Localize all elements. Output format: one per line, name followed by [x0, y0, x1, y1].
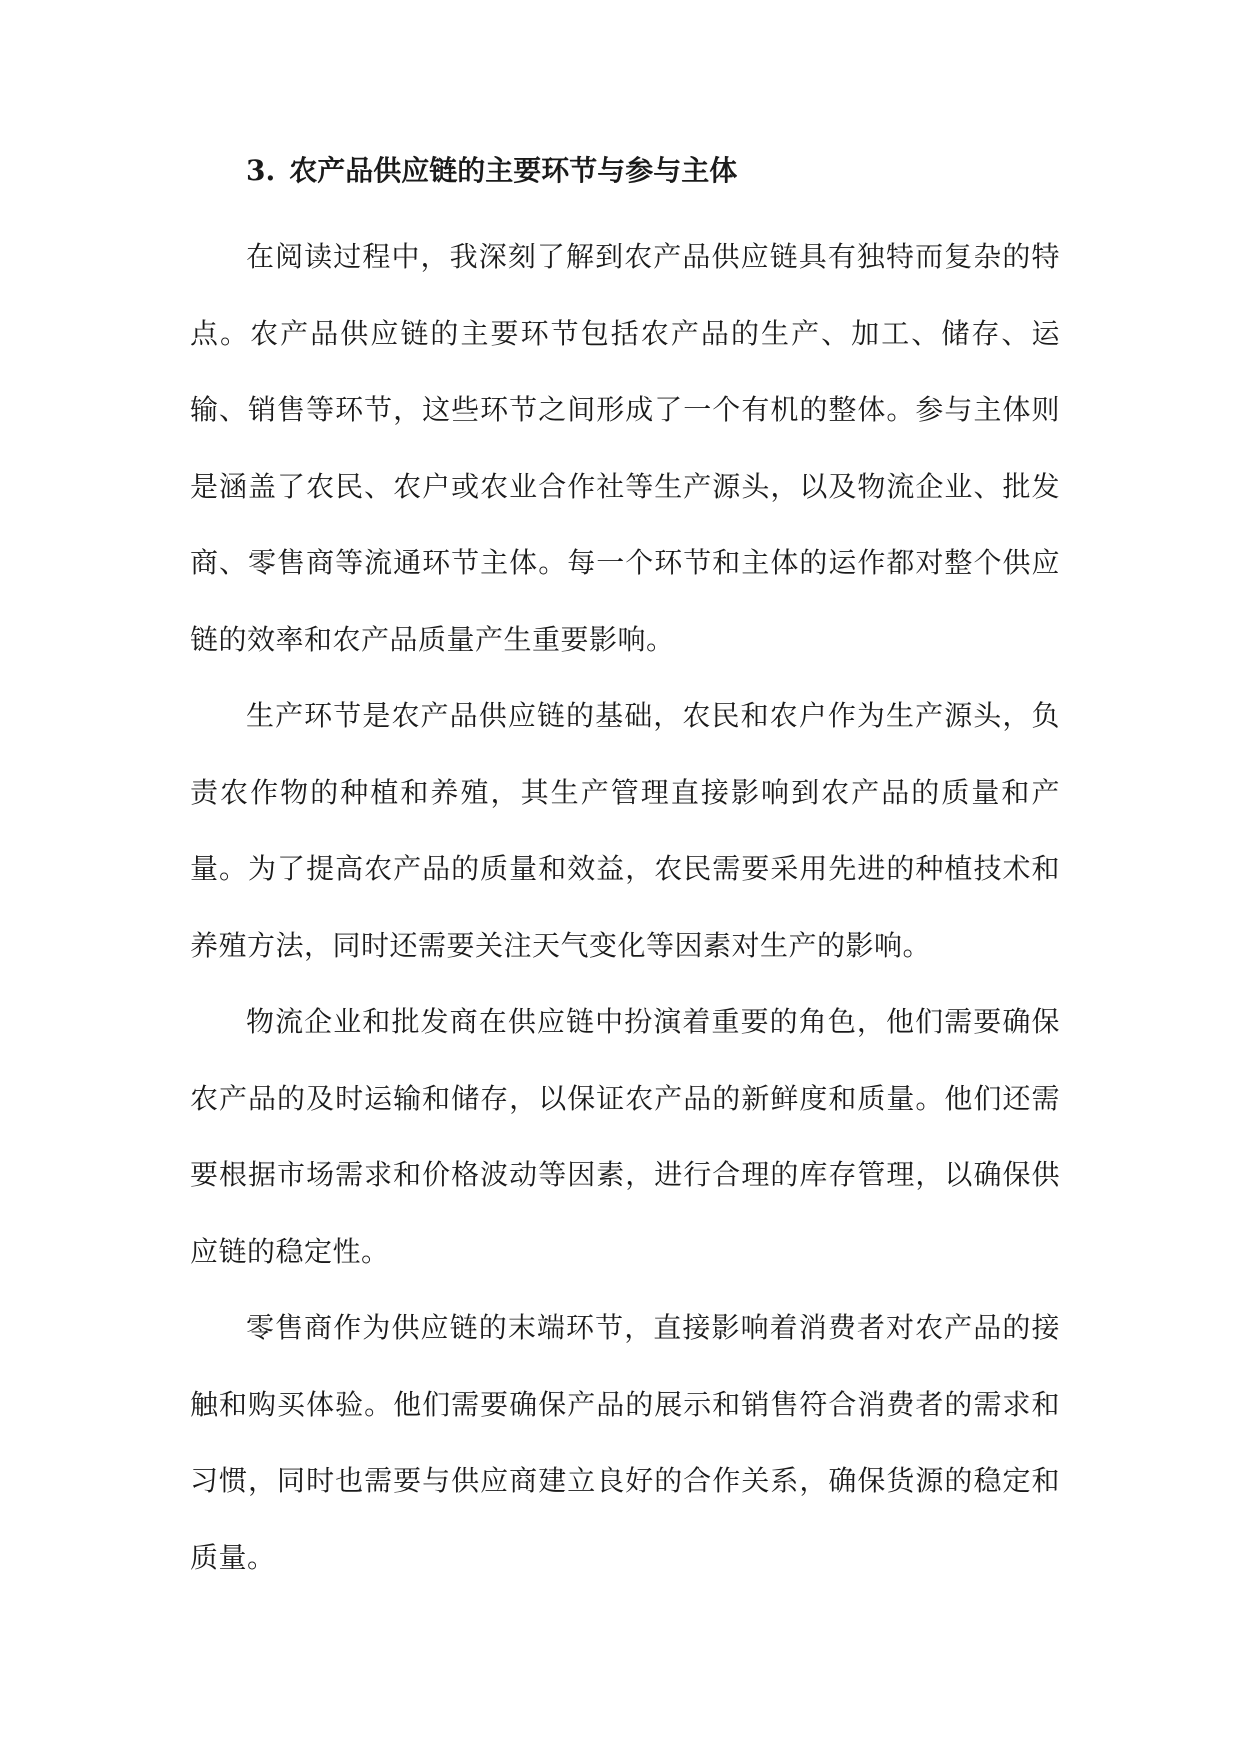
section-number: 3.: [246, 154, 276, 187]
paragraph-overview: 在阅读过程中，我深刻了解到农产品供应链具有独特而复杂的特点。农产品供应链的主要环节包括农产品的生产、加工、储存、运输、销售等环节，这些环节之间形成了一个有机的整体。参与主体则是涵盖了农民、农户或农业合作社等生产源头，以及物流企业、批发商、零售商等流通环节主体。每一个环节和主体的运作都对整个供应链的效率和农产品质量产生重要影响。: [190, 240, 1060, 656]
section-title: 农产品供应链的主要环节与参与主体: [289, 154, 738, 187]
document-body: [190, 145, 1060, 1596]
paragraph-retail: 零售商作为供应链的末端环节，直接影响着消费者对农产品的接触和购买体验。他们需要确保产品的展示和销售符合消费者的需求和习惯，同时也需要与供应商建立良好的合作关系，确保货源的稳定和质量。: [190, 1311, 1060, 1574]
section-heading: [190, 145, 1060, 197]
paragraph-production: 生产环节是农产品供应链的基础，农民和农户作为生产源头，负责农作物的种植和养殖，其生产管理直接影响到农产品的质量和产量。为了提高农产品的质量和效益，农民需要采用先进的种植技术和养殖方法，同时还需要关注天气变化等因素对生产的影响。: [190, 699, 1060, 962]
paragraph-logistics: 物流企业和批发商在供应链中扮演着重要的角色，他们需要确保农产品的及时运输和储存，以保证农产品的新鲜度和质量。他们还需要根据市场需求和价格波动等因素，进行合理的库存管理，以确保供应链的稳定性。: [190, 1005, 1060, 1268]
